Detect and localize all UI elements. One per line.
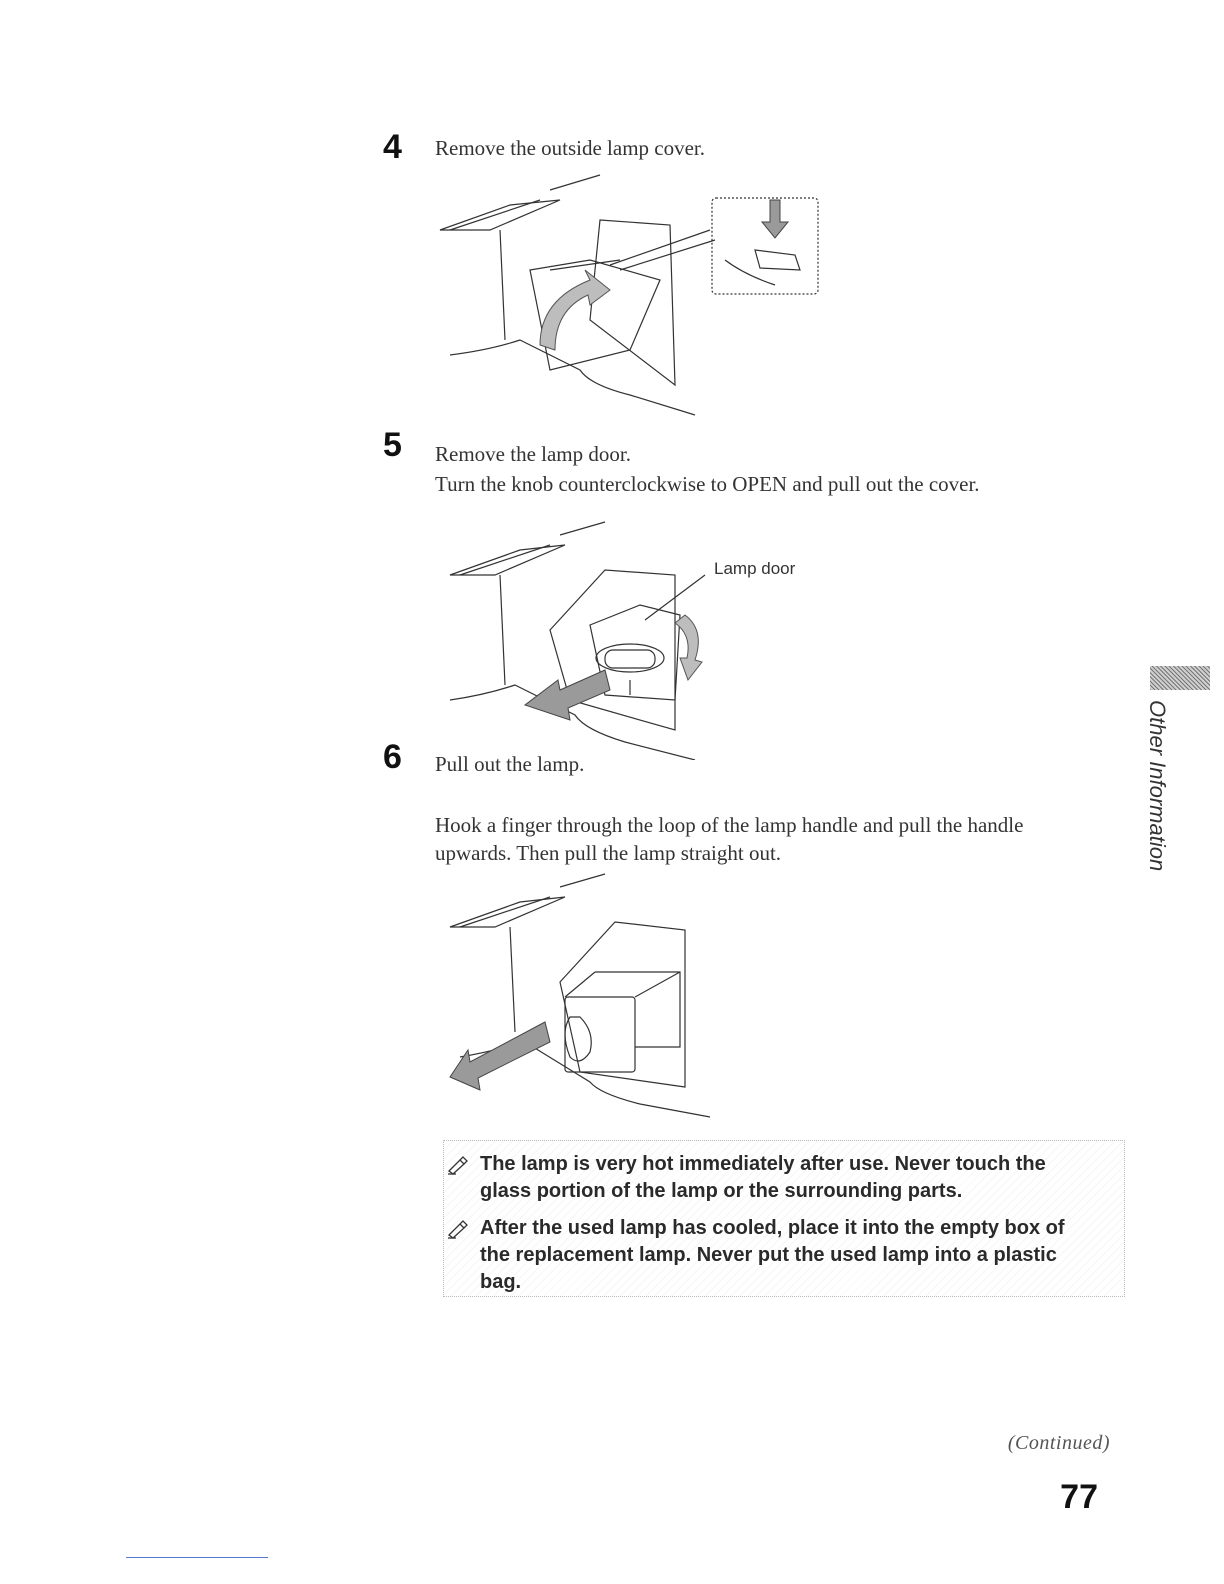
section-tab-label: Other Information <box>1145 700 1170 872</box>
step-4-title: Remove the outside lamp cover. <box>435 136 706 160</box>
step-6-body-line1: Hook a finger through the loop of the lamp handle and pull the handle <box>435 813 1024 837</box>
caution-note-1 <box>480 1151 1110 1205</box>
page-number: 77 <box>1060 1478 1098 1516</box>
section-tab-marker <box>1150 666 1210 690</box>
memo-pencil-icon <box>446 1217 472 1239</box>
caution-note-2 <box>480 1215 1110 1296</box>
lamp-door-callout: Lamp door <box>714 559 796 578</box>
step-5-number: 5 <box>383 426 402 464</box>
step-5-body: Turn the knob counterclockwise to OPEN and pull out the cover. <box>435 472 980 496</box>
figure-pull-out-lamp <box>430 872 720 1122</box>
caution-note-2-line2: the replacement lamp. Never put the used lamp into a plastic <box>480 1244 1057 1266</box>
continued-label: (Continued) <box>1007 1432 1110 1454</box>
step-6-title: Pull out the lamp. <box>435 752 585 776</box>
caution-note-1-line2: glass portion of the lamp or the surrounding parts. <box>480 1180 963 1202</box>
caution-note-2-line3: bag. <box>480 1271 522 1293</box>
figure-remove-lamp-door <box>430 520 720 760</box>
caution-notes-box <box>443 1140 1125 1297</box>
caution-note-1-line1: The lamp is very hot immediately after use. Never touch the <box>480 1153 1046 1175</box>
footer-rule <box>126 1557 268 1558</box>
memo-pencil-icon <box>446 1153 472 1175</box>
caution-note-2-line1: After the used lamp has cooled, place it into the empty box of <box>480 1217 1065 1239</box>
step-4-number: 4 <box>383 128 402 166</box>
step-6-number: 6 <box>383 738 402 776</box>
step-5-title: Remove the lamp door. <box>435 442 631 466</box>
figure-remove-outside-cover <box>430 170 830 420</box>
step-6-body-line2: upwards. Then pull the lamp straight out. <box>435 841 782 865</box>
